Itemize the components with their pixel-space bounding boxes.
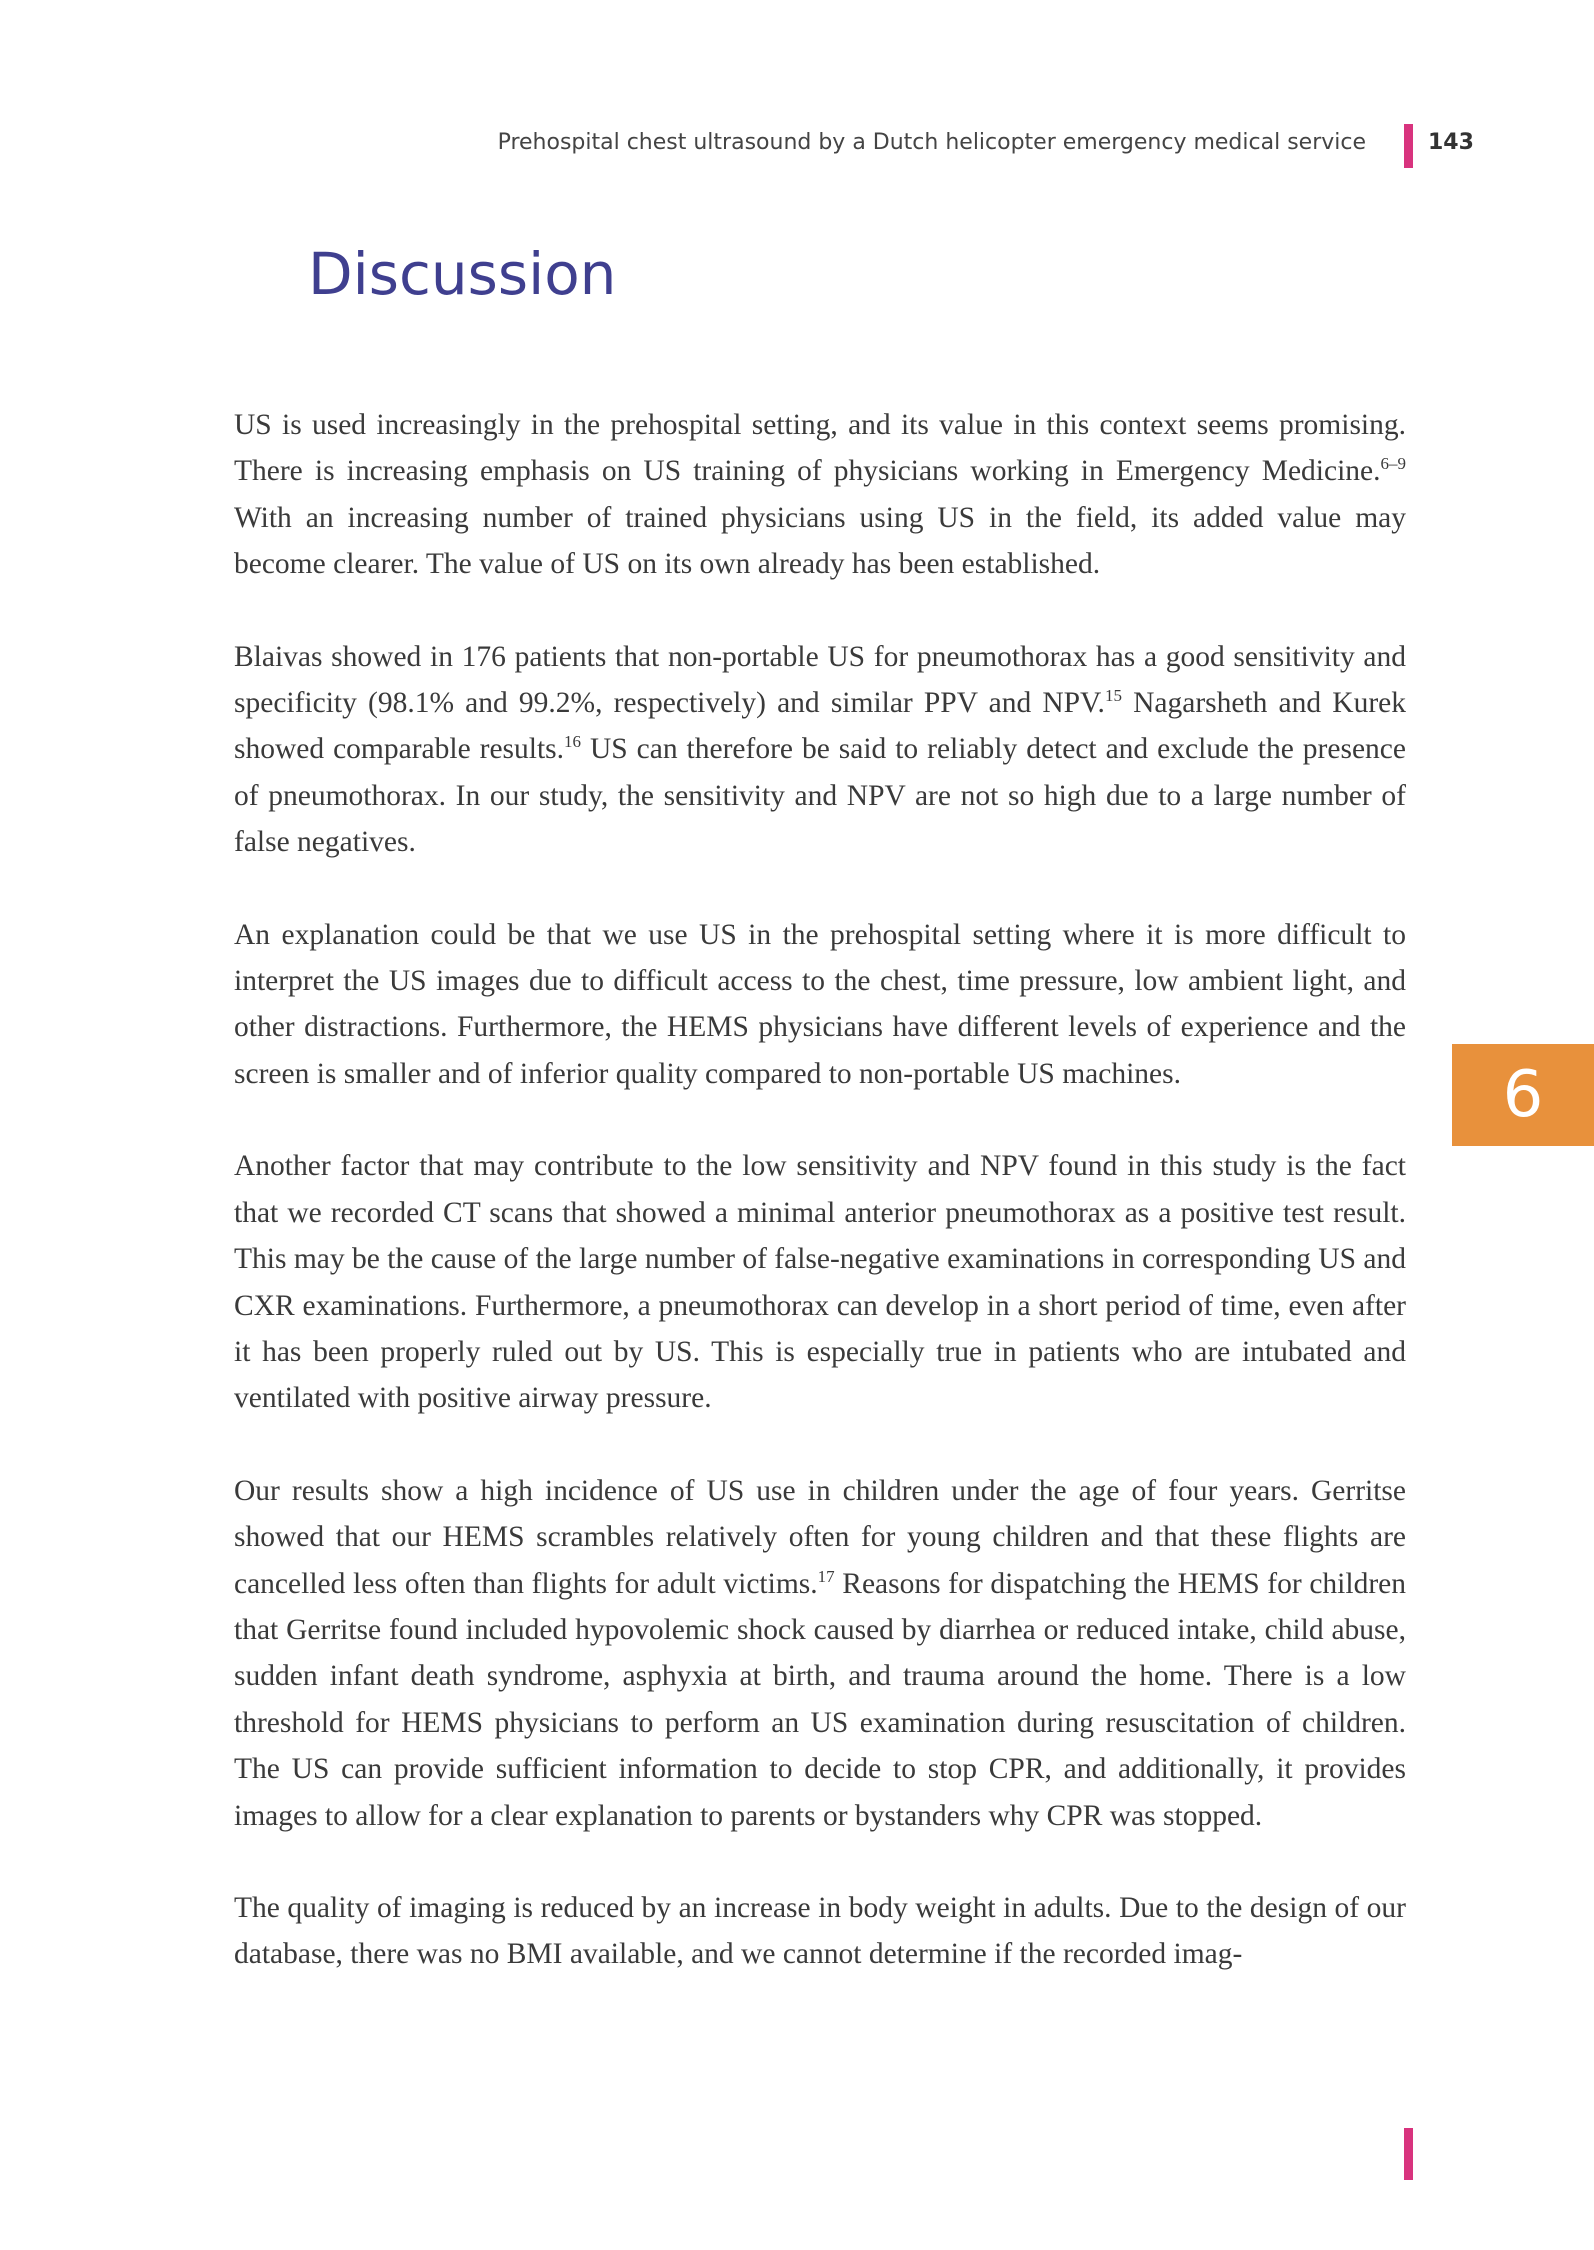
footer-accent-bar [1404,2128,1413,2180]
body-text [234,402,1406,2024]
citation-ref: 6–9 [1380,454,1406,474]
header-accent-bar [1404,124,1413,168]
paragraph-6: The quality of imaging is reduced by an increase in body weight in adults. Due to the design of our database, there was no BMI available, and we cannot determine if the recorded imag- [234,1891,1406,1971]
paragraph-3: An explanation could be that we use US in the prehospital setting where it is more difficult to interpret the US images due to difficult access to the chest, time pressure, low ambient light, and other distractions. Furthermore, the HEMS physicians have different levels of experience and the screen is smaller and of inferior quality compared to non-portable US machines. [234,918,1406,1090]
paragraph-4: Another factor that may contribute to the low sensitivity and NPV found in this study is the fact that we recorded CT scans that showed a minimal anterior pneumothorax as a positive test result. This may be the cause of the large number of false-negative examinations in corresponding US and CXR examinations. Furthermore, a pneumothorax can develop in a short period of time, even after it has been properly ruled out by US. This is especially true in patients who are intubated and ventilated with positive airway pressure. [234,1150,1406,1415]
citation-ref: 17 [817,1566,835,1586]
section-title: Discussion [308,240,617,308]
paragraph-2 [234,634,1406,866]
paragraph-text: Reasons for dispatching the HEMS for children that Gerritse found included hypovolemic shock caused by diarrhea or reduced intake, child abuse, sudden infant death syndrome, asphyxia at birth, and trauma around the home. There is a low threshold for HEMS physicians to perform an US examination during resuscitation of children. The US can provide sufficient information to decide to stop CPR, and additionally, it provides images to allow for a clear explanation to parents or bystanders why CPR was stopped. [234,1567,1406,1832]
paragraph-5 [234,1468,1406,1839]
paragraph-text: Our results show a high incidence of US use in children under the age of four years. Gerritse showed that our HEMS scrambles relatively often for young children and that these flights are cancelled less often than flights for adult victims. [234,1474,1406,1600]
paragraph-text: US can therefore be said to reliably detect and exclude the presence of pneumothorax. In our study, the sensitivity and NPV are not so high due to a large number of false negatives. [234,733,1406,859]
page-number: 143 [1428,130,1474,155]
paragraph-text: Blaivas showed in 176 patients that non-portable US for pneumothorax has a good sensitivity and specificity (98.1% and 99.2%, respectively) and similar PPV and NPV. [234,640,1406,720]
chapter-tab: 6 [1452,1044,1594,1146]
citation-ref: 16 [564,732,582,752]
citation-ref: 15 [1104,686,1122,706]
paragraph-text: US is used increasingly in the prehospital setting, and its value in this context seems promising. There is increasing emphasis on US training of physicians working in Emergency Medicine. [234,409,1406,488]
paragraph-text: With an increasing number of trained physicians using US in the field, its added value may become clearer. The value of US on its own already has been established. [234,501,1406,581]
paragraph-text: Nagarsheth and Kurek showed comparable results. [234,687,1407,766]
paragraph-1 [234,402,1406,588]
running-header-title: Prehospital chest ultrasound by a Dutch helicopter emergency medical service [497,130,1366,155]
